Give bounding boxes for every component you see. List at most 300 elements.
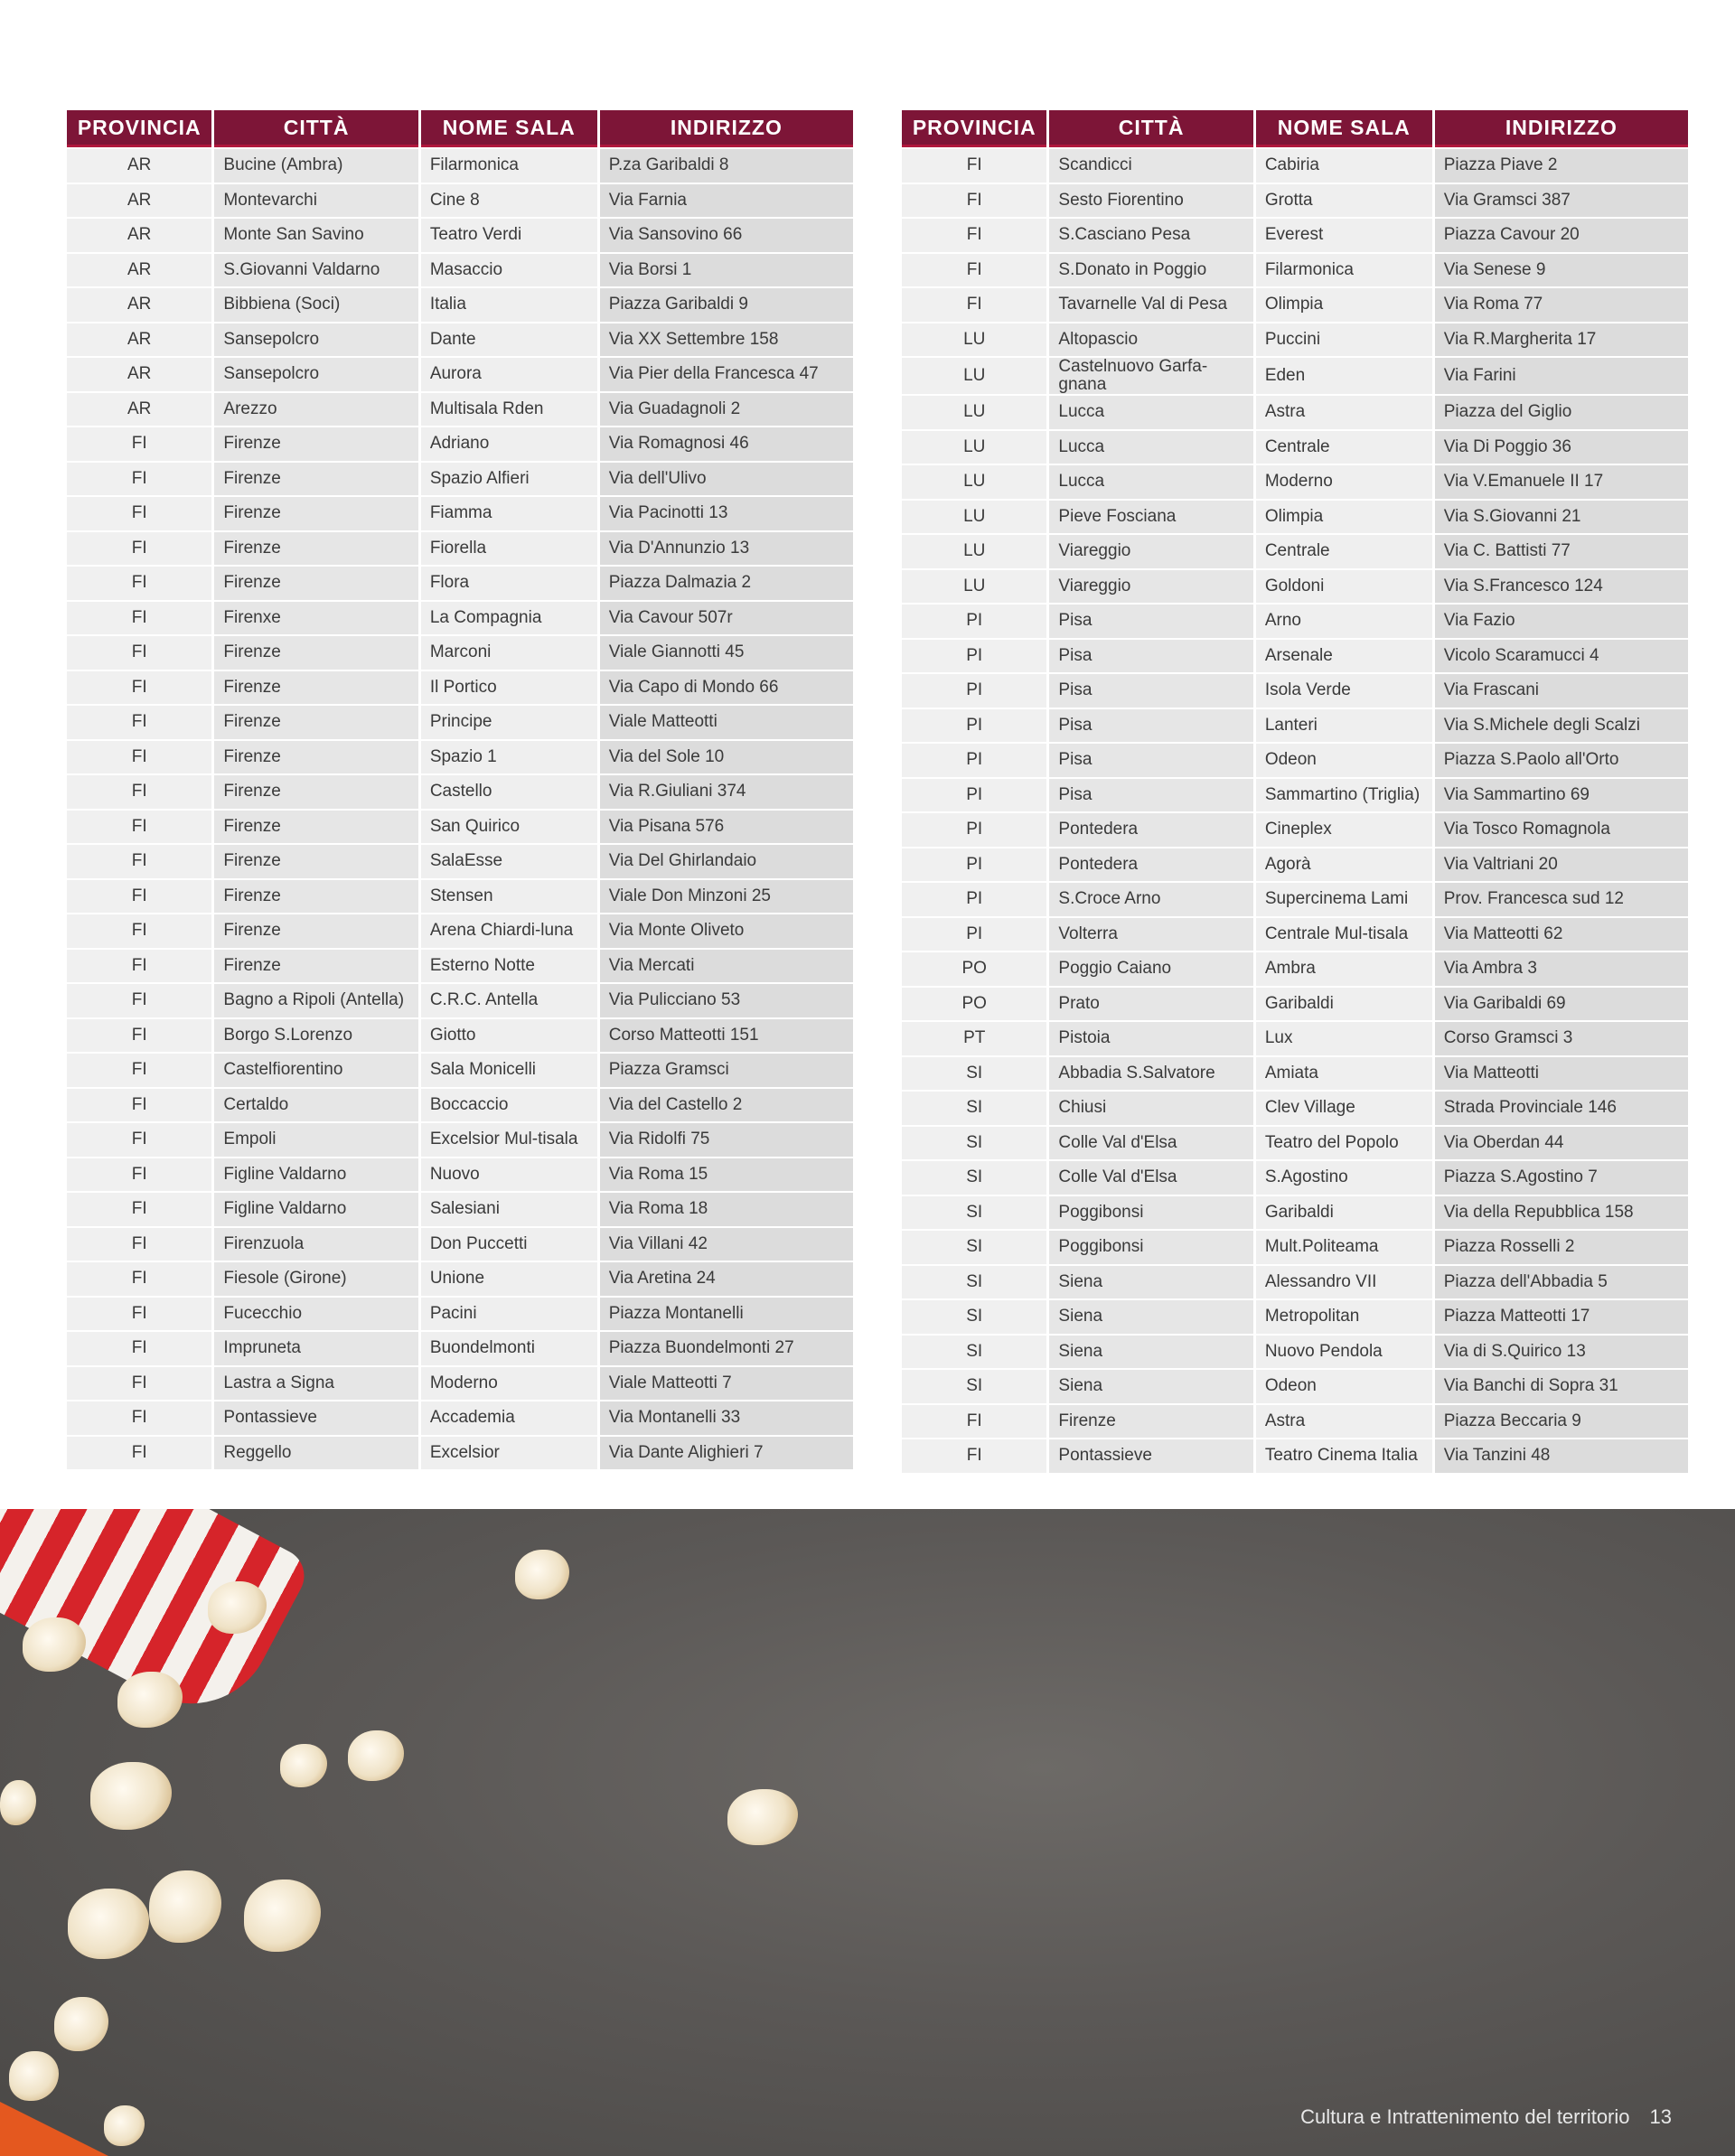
cell-indirizzo: Via C. Battisti 77 [1435, 535, 1688, 568]
cell-indirizzo: Via R.Giuliani 374 [600, 775, 853, 809]
table-row [67, 1193, 853, 1226]
cell-provincia: LU [902, 535, 1046, 568]
cell-nome-sala: Centrale [1256, 431, 1432, 464]
table-row [902, 605, 1688, 638]
cell-provincia: SI [902, 1336, 1046, 1369]
cell-citta: Figline Valdarno [214, 1193, 417, 1226]
footer-title: Cultura e Intrattenimento del territorio [1300, 2105, 1630, 2128]
table-row [902, 288, 1688, 322]
cell-citta: Firenze [214, 950, 417, 983]
cell-nome-sala: Cine 8 [421, 184, 597, 218]
table-row [902, 358, 1688, 394]
table-row [902, 1196, 1688, 1230]
cell-indirizzo: Via Farini [1435, 358, 1688, 394]
table-row [67, 602, 853, 635]
cell-provincia: SI [902, 1231, 1046, 1264]
table-row [67, 567, 853, 600]
table-row [67, 1332, 853, 1365]
cell-indirizzo: Via Dante Alighieri 7 [600, 1437, 853, 1470]
cell-indirizzo: Piazza S.Agostino 7 [1435, 1161, 1688, 1195]
table-row [67, 1367, 853, 1401]
cell-provincia: SI [902, 1266, 1046, 1299]
cell-indirizzo: Via Frascani [1435, 674, 1688, 708]
cell-nome-sala: Excelsior Mul-tisala [421, 1123, 597, 1157]
cell-provincia: PO [902, 952, 1046, 986]
cell-provincia: FI [67, 1193, 211, 1226]
cell-citta: Pieve Fosciana [1049, 501, 1252, 534]
cell-citta: Siena [1049, 1370, 1252, 1403]
cell-citta: Pisa [1049, 640, 1252, 673]
popcorn-kernel-icon [348, 1730, 404, 1781]
cell-citta: Firenze [214, 880, 417, 914]
cell-nome-sala: Centrale Mul-tisala [1256, 918, 1432, 951]
cell-nome-sala: Puccini [1256, 323, 1432, 357]
cell-provincia: FI [902, 1439, 1046, 1473]
cell-citta: Firenze [214, 567, 417, 600]
cell-provincia: LU [902, 501, 1046, 534]
cell-provincia: FI [67, 1228, 211, 1261]
table-row [67, 427, 853, 461]
cell-indirizzo: Via XX Settembre 158 [600, 323, 853, 357]
table-row [902, 848, 1688, 882]
cell-indirizzo: Viale Giannotti 45 [600, 636, 853, 670]
cell-citta: Pontassieve [214, 1401, 417, 1435]
cell-citta: Pisa [1049, 709, 1252, 743]
cell-nome-sala: Filarmonica [1256, 254, 1432, 287]
cell-nome-sala: Fiamma [421, 497, 597, 530]
cell-citta: Poggibonsi [1049, 1196, 1252, 1230]
table-row [67, 1158, 853, 1192]
cell-citta: Lucca [1049, 465, 1252, 499]
table-row [67, 1089, 853, 1122]
cell-citta: Firenzuola [214, 1228, 417, 1261]
cell-nome-sala: Astra [1256, 1405, 1432, 1439]
cell-provincia: PI [902, 744, 1046, 777]
cell-indirizzo: Piazza Garibaldi 9 [600, 288, 853, 322]
cell-citta: Arezzo [214, 393, 417, 427]
cell-nome-sala: C.R.C. Antella [421, 984, 597, 1017]
page-footer [1280, 2105, 1672, 2129]
cell-provincia: PI [902, 779, 1046, 812]
cell-citta: Firenze [214, 775, 417, 809]
cell-provincia: PI [902, 883, 1046, 916]
cell-indirizzo: Via Ridolfi 75 [600, 1123, 853, 1157]
cell-nome-sala: Arsenale [1256, 640, 1432, 673]
cell-citta: Firenze [214, 706, 417, 739]
cell-indirizzo: Via S.Francesco 124 [1435, 570, 1688, 604]
cell-provincia: FI [67, 1089, 211, 1122]
table-row [67, 463, 853, 496]
cell-citta: Colle Val d'Elsa [1049, 1161, 1252, 1195]
cell-indirizzo: Via Aretina 24 [600, 1262, 853, 1296]
cell-provincia: FI [67, 636, 211, 670]
table-row [902, 1022, 1688, 1055]
cell-provincia: PI [902, 709, 1046, 743]
cell-nome-sala: Principe [421, 706, 597, 739]
table-row [902, 1057, 1688, 1091]
cell-indirizzo: Via D'Annunzio 13 [600, 532, 853, 566]
cell-provincia: AR [67, 323, 211, 357]
table-row [902, 323, 1688, 357]
cell-provincia: SI [902, 1161, 1046, 1195]
table-row [67, 1262, 853, 1296]
table-row [67, 880, 853, 914]
cell-provincia: FI [67, 1367, 211, 1401]
table-row [67, 1054, 853, 1087]
popcorn-kernel-icon [90, 1762, 172, 1830]
cell-provincia: AR [67, 219, 211, 252]
cell-provincia: PO [902, 988, 1046, 1021]
table-row [67, 1401, 853, 1435]
cell-citta: Sansepolcro [214, 358, 417, 391]
table-row [67, 219, 853, 252]
cell-citta: Fiesole (Girone) [214, 1262, 417, 1296]
cell-citta: Castelnuovo Garfa-gnana [1049, 358, 1252, 394]
cell-indirizzo: Piazza Buondelmonti 27 [600, 1332, 853, 1365]
cell-nome-sala: Arena Chiardi-luna [421, 914, 597, 948]
cell-citta: Scandicci [1049, 149, 1252, 183]
cell-nome-sala: Filarmonica [421, 149, 597, 183]
cell-provincia: FI [902, 288, 1046, 322]
cell-indirizzo: Via S.Michele degli Scalzi [1435, 709, 1688, 743]
cell-nome-sala: Ambra [1256, 952, 1432, 986]
cell-citta: Pontedera [1049, 813, 1252, 847]
cell-nome-sala: Pacini [421, 1298, 597, 1331]
table-row [67, 914, 853, 948]
cell-indirizzo: Via Senese 9 [1435, 254, 1688, 287]
table-row [67, 393, 853, 427]
cell-citta: Reggello [214, 1437, 417, 1470]
table-row [902, 952, 1688, 986]
cell-nome-sala: S.Agostino [1256, 1161, 1432, 1195]
table-row [902, 1231, 1688, 1264]
cell-nome-sala: Odeon [1256, 1370, 1432, 1403]
cell-indirizzo: Viale Matteotti 7 [600, 1367, 853, 1401]
cell-nome-sala: Odeon [1256, 744, 1432, 777]
cell-indirizzo: Piazza Piave 2 [1435, 149, 1688, 183]
table-row [67, 254, 853, 287]
cell-provincia: FI [67, 706, 211, 739]
cell-provincia: LU [902, 431, 1046, 464]
cell-nome-sala: Centrale [1256, 535, 1432, 568]
cell-citta: Empoli [214, 1123, 417, 1157]
cell-indirizzo: Vicolo Scaramucci 4 [1435, 640, 1688, 673]
table-row [67, 1228, 853, 1261]
table-row [67, 532, 853, 566]
cell-citta: Firenze [214, 671, 417, 705]
cell-provincia: FI [67, 602, 211, 635]
cell-indirizzo: Via Pier della Francesca 47 [600, 358, 853, 391]
cell-indirizzo: Via Roma 77 [1435, 288, 1688, 322]
cell-indirizzo: Via V.Emanuele II 17 [1435, 465, 1688, 499]
cell-nome-sala: Cineplex [1256, 813, 1432, 847]
table-row [67, 741, 853, 774]
cell-nome-sala: Lux [1256, 1022, 1432, 1055]
cell-nome-sala: Olimpia [1256, 501, 1432, 534]
cell-provincia: PI [902, 813, 1046, 847]
cell-indirizzo: Corso Matteotti 151 [600, 1019, 853, 1053]
cell-nome-sala: Spazio Alfieri [421, 463, 597, 496]
table-row [902, 813, 1688, 847]
cell-indirizzo: Piazza Cavour 20 [1435, 219, 1688, 252]
cell-citta: Colle Val d'Elsa [1049, 1127, 1252, 1160]
cell-citta: Monte San Savino [214, 219, 417, 252]
cell-nome-sala: Teatro Cinema Italia [1256, 1439, 1432, 1473]
table-row [902, 1266, 1688, 1299]
cell-provincia: FI [902, 219, 1046, 252]
table-row [902, 988, 1688, 1021]
table-row [67, 811, 853, 844]
cell-nome-sala: Sala Monicelli [421, 1054, 597, 1087]
cell-citta: Montevarchi [214, 184, 417, 218]
cell-indirizzo: Piazza Montanelli [600, 1298, 853, 1331]
cell-citta: Bagno a Ripoli (Antella) [214, 984, 417, 1017]
cell-indirizzo: Via del Sole 10 [600, 741, 853, 774]
cell-indirizzo: Via Pulicciano 53 [600, 984, 853, 1017]
cell-indirizzo: Viale Don Minzoni 25 [600, 880, 853, 914]
cell-citta: Pisa [1049, 674, 1252, 708]
cell-indirizzo: Via Romagnosi 46 [600, 427, 853, 461]
cell-citta: Bucine (Ambra) [214, 149, 417, 183]
table-row [67, 671, 853, 705]
cell-citta: Viareggio [1049, 535, 1252, 568]
table-row [902, 744, 1688, 777]
cell-nome-sala: Boccaccio [421, 1089, 597, 1122]
cell-nome-sala: Dante [421, 323, 597, 357]
cell-nome-sala: Olimpia [1256, 288, 1432, 322]
table-row [902, 501, 1688, 534]
cell-indirizzo: Via Guadagnoli 2 [600, 393, 853, 427]
cell-citta: S.Casciano Pesa [1049, 219, 1252, 252]
cell-nome-sala: Nuovo Pendola [1256, 1336, 1432, 1369]
cell-citta: Bibbiena (Soci) [214, 288, 417, 322]
cell-indirizzo: Via Sansovino 66 [600, 219, 853, 252]
cell-indirizzo: Via Ambra 3 [1435, 952, 1688, 986]
popcorn-kernel-icon [280, 1744, 327, 1787]
table-row [902, 184, 1688, 218]
cell-nome-sala: Moderno [1256, 465, 1432, 499]
cell-indirizzo: Via Sammartino 69 [1435, 779, 1688, 812]
cell-provincia: LU [902, 396, 1046, 429]
cell-provincia: FI [67, 1298, 211, 1331]
table-row [67, 636, 853, 670]
cell-nome-sala: Mult.Politeama [1256, 1231, 1432, 1264]
cell-provincia: FI [67, 671, 211, 705]
cell-nome-sala: Spazio 1 [421, 741, 597, 774]
cell-nome-sala: Excelsior [421, 1437, 597, 1470]
cell-nome-sala: Agorà [1256, 848, 1432, 882]
cell-nome-sala: Giotto [421, 1019, 597, 1053]
cell-nome-sala: Italia [421, 288, 597, 322]
cell-citta: Siena [1049, 1300, 1252, 1334]
cell-nome-sala: Lanteri [1256, 709, 1432, 743]
table-row [902, 779, 1688, 812]
cell-provincia: FI [67, 984, 211, 1017]
cell-provincia: SI [902, 1300, 1046, 1334]
cell-provincia: SI [902, 1370, 1046, 1403]
table-row [902, 709, 1688, 743]
cell-indirizzo: Via Garibaldi 69 [1435, 988, 1688, 1021]
cell-citta: Chiusi [1049, 1092, 1252, 1125]
cell-nome-sala: Nuovo [421, 1158, 597, 1192]
cell-provincia: FI [902, 184, 1046, 218]
table-row [67, 149, 853, 183]
cell-citta: Firenze [214, 497, 417, 530]
cell-indirizzo: Via Monte Oliveto [600, 914, 853, 948]
cell-citta: Tavarnelle Val di Pesa [1049, 288, 1252, 322]
cell-provincia: FI [67, 775, 211, 809]
cell-nome-sala: San Quirico [421, 811, 597, 844]
cell-indirizzo: Via Fazio [1435, 605, 1688, 638]
table-row [67, 706, 853, 739]
cell-citta: Firenze [214, 914, 417, 948]
table-header-row [902, 110, 1688, 147]
cell-nome-sala: SalaEsse [421, 845, 597, 878]
cell-indirizzo: Via Farnia [600, 184, 853, 218]
header-indirizzo: INDIRIZZO [1435, 110, 1688, 147]
orange-corner-shape [0, 2102, 108, 2156]
cell-provincia: LU [902, 465, 1046, 499]
cell-citta: Firenze [214, 845, 417, 878]
cell-indirizzo: Via Pisana 576 [600, 811, 853, 844]
cell-provincia: SI [902, 1127, 1046, 1160]
cell-nome-sala: Arno [1256, 605, 1432, 638]
cell-indirizzo: Piazza dell'Abbadia 5 [1435, 1266, 1688, 1299]
table-row [902, 254, 1688, 287]
table-row [67, 950, 853, 983]
cell-nome-sala: Eden [1256, 358, 1432, 394]
cell-provincia: FI [67, 1019, 211, 1053]
cell-citta: Lucca [1049, 396, 1252, 429]
cell-nome-sala: Masaccio [421, 254, 597, 287]
cinema-table-right [899, 108, 1691, 1475]
cell-citta: Firenze [214, 463, 417, 496]
cell-indirizzo: Piazza Beccaria 9 [1435, 1405, 1688, 1439]
cell-nome-sala: Stensen [421, 880, 597, 914]
cell-provincia: PT [902, 1022, 1046, 1055]
cell-citta: Volterra [1049, 918, 1252, 951]
table-row [902, 570, 1688, 604]
page-number: 13 [1649, 2105, 1672, 2128]
header-citta: CITTÀ [1049, 110, 1252, 147]
table-row [67, 497, 853, 530]
table-row [902, 1405, 1688, 1439]
cell-indirizzo: Via Valtriani 20 [1435, 848, 1688, 882]
cell-provincia: PI [902, 674, 1046, 708]
cell-provincia: PI [902, 918, 1046, 951]
popcorn-kernel-icon [23, 1617, 86, 1672]
cell-citta: Firenxe [214, 602, 417, 635]
cell-indirizzo: Via Banchi di Sopra 31 [1435, 1370, 1688, 1403]
table-header-row [67, 110, 853, 147]
table-row [902, 431, 1688, 464]
cell-nome-sala: Alessandro VII [1256, 1266, 1432, 1299]
table-row [902, 674, 1688, 708]
table-row [902, 1300, 1688, 1334]
table-row [67, 984, 853, 1017]
cell-indirizzo: Via Mercati [600, 950, 853, 983]
cell-nome-sala: Adriano [421, 427, 597, 461]
popcorn-photo [0, 1509, 1735, 2156]
cell-provincia: LU [902, 570, 1046, 604]
cell-indirizzo: Viale Matteotti [600, 706, 853, 739]
cell-indirizzo: Via Tosco Romagnola [1435, 813, 1688, 847]
cell-provincia: FI [67, 811, 211, 844]
popcorn-kernel-icon [727, 1789, 798, 1845]
cell-indirizzo: P.za Garibaldi 8 [600, 149, 853, 183]
table-row [902, 396, 1688, 429]
cell-provincia: FI [67, 1054, 211, 1087]
cell-indirizzo: Via S.Giovanni 21 [1435, 501, 1688, 534]
cell-provincia: PI [902, 605, 1046, 638]
cell-citta: Firenze [214, 532, 417, 566]
cell-citta: Firenze [214, 741, 417, 774]
cell-nome-sala: Moderno [421, 1367, 597, 1401]
cell-indirizzo: Via di S.Quirico 13 [1435, 1336, 1688, 1369]
cell-nome-sala: Garibaldi [1256, 988, 1432, 1021]
cell-nome-sala: Sammartino (Triglia) [1256, 779, 1432, 812]
cell-indirizzo: Via Di Poggio 36 [1435, 431, 1688, 464]
cell-citta: Poggio Caiano [1049, 952, 1252, 986]
cell-citta: Siena [1049, 1266, 1252, 1299]
cell-indirizzo: Piazza Dalmazia 2 [600, 567, 853, 600]
cell-nome-sala: Clev Village [1256, 1092, 1432, 1125]
cell-provincia: FI [67, 1437, 211, 1470]
cell-nome-sala: Grotta [1256, 184, 1432, 218]
cell-indirizzo: Via Cavour 507r [600, 602, 853, 635]
table-row [902, 1092, 1688, 1125]
header-indirizzo: INDIRIZZO [600, 110, 853, 147]
cell-provincia: AR [67, 149, 211, 183]
cell-provincia: FI [67, 950, 211, 983]
cell-indirizzo: Via Montanelli 33 [600, 1401, 853, 1435]
cell-citta: Impruneta [214, 1332, 417, 1365]
cell-indirizzo: Via Roma 18 [600, 1193, 853, 1226]
cell-provincia: AR [67, 393, 211, 427]
cell-citta: Fucecchio [214, 1298, 417, 1331]
cell-provincia: FI [67, 567, 211, 600]
cell-provincia: FI [67, 532, 211, 566]
cell-provincia: FI [67, 463, 211, 496]
cell-indirizzo: Via Capo di Mondo 66 [600, 671, 853, 705]
cell-citta: Pisa [1049, 744, 1252, 777]
header-citta: CITTÀ [214, 110, 417, 147]
cell-provincia: FI [67, 427, 211, 461]
cell-citta: Abbadia S.Salvatore [1049, 1057, 1252, 1091]
cell-nome-sala: Flora [421, 567, 597, 600]
table-row [67, 845, 853, 878]
table-row [902, 1161, 1688, 1195]
cell-nome-sala: Teatro Verdi [421, 219, 597, 252]
table-row [67, 1123, 853, 1157]
cell-nome-sala: Multisala Rden [421, 393, 597, 427]
cell-indirizzo: Piazza Rosselli 2 [1435, 1231, 1688, 1264]
cell-provincia: FI [67, 497, 211, 530]
cell-citta: Firenze [214, 636, 417, 670]
cell-provincia: FI [67, 880, 211, 914]
table-row [902, 1439, 1688, 1473]
header-provincia: PROVINCIA [67, 110, 211, 147]
table-row [902, 883, 1688, 916]
table-row [67, 1019, 853, 1053]
cell-indirizzo: Piazza Gramsci [600, 1054, 853, 1087]
cell-indirizzo: Via del Castello 2 [600, 1089, 853, 1122]
cell-provincia: LU [902, 358, 1046, 394]
table-row [67, 288, 853, 322]
cell-provincia: AR [67, 358, 211, 391]
popcorn-kernel-icon [149, 1870, 221, 1943]
cell-nome-sala: Buondelmonti [421, 1332, 597, 1365]
